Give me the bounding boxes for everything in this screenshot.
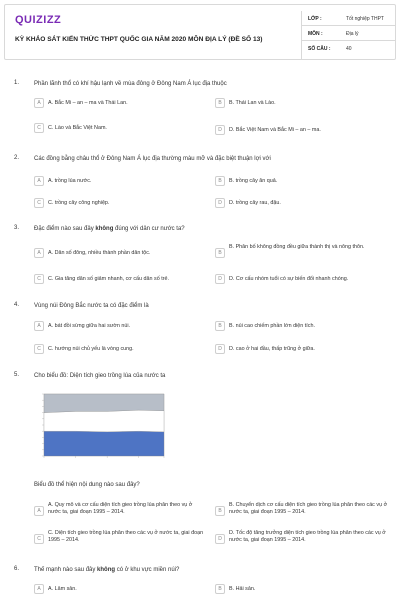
option-text: B. Hải sản. xyxy=(229,586,256,592)
info-panel xyxy=(301,11,395,59)
question-text-emphasis: không xyxy=(97,567,116,573)
q5-option-b[interactable] xyxy=(215,502,388,522)
info-key: SỐ CÂU : xyxy=(308,46,331,52)
option-text: A. Lâm sản. xyxy=(48,586,77,592)
info-row-subject xyxy=(302,26,395,41)
q5-option-a[interactable] xyxy=(34,502,204,522)
question-text-pre: Thế mạnh nào sau đây xyxy=(34,567,98,573)
option-text: D. cao ở hai đầu, thấp trũng ở giữa. xyxy=(229,346,315,352)
option-letter: D xyxy=(215,198,225,208)
q6-option-a[interactable] xyxy=(34,583,194,596)
question-number: 5. xyxy=(14,372,20,378)
option-letter: D xyxy=(215,344,225,354)
info-value: Tốt nghiệp THPT xyxy=(346,16,384,22)
option-text: C. Gia tăng dân số giảm nhanh, cơ cấu dân số trẻ. xyxy=(48,276,170,282)
q3-option-d[interactable] xyxy=(215,273,385,286)
option-text: B. trồng cây ăn quả. xyxy=(229,178,278,184)
q3-option-c[interactable] xyxy=(34,273,194,286)
option-letter: C xyxy=(34,534,44,544)
option-text: D. Bắc Việt Nam và Bắc Mi – an – ma. xyxy=(229,127,321,133)
q1-option-d[interactable] xyxy=(215,124,385,137)
question-number: 2. xyxy=(14,155,20,161)
q4-option-b[interactable] xyxy=(215,320,385,333)
info-row-class xyxy=(302,11,395,26)
option-text: A. bát đồi sừng giữa hai sườn núi. xyxy=(48,323,131,329)
exam-title: KỲ KHẢO SÁT KIẾN THỨC THPT QUỐC GIA NĂM 2020 MÔN ĐỊA LÝ (ĐỀ SỐ 13) xyxy=(15,36,263,43)
rice-area-chart xyxy=(30,388,180,470)
chart-areas xyxy=(44,394,164,456)
option-letter: B xyxy=(215,248,225,258)
option-text: B. Thái Lan và Lào. xyxy=(229,100,276,106)
option-letter: C xyxy=(34,344,44,354)
info-key: LỚP : xyxy=(308,16,322,22)
q5-option-c[interactable] xyxy=(34,530,204,550)
option-letter: B xyxy=(215,176,225,186)
quizizz-logo: QUIZIZZ xyxy=(15,14,62,26)
exam-header xyxy=(4,4,396,60)
option-text: A. Dân số đông, nhiều thành phần dân tộc. xyxy=(48,250,151,256)
option-text: B. núi cao chiếm phần lớn diện tích. xyxy=(229,323,315,329)
question-text-post: đúng với dân cư nước ta? xyxy=(113,226,185,232)
question-text-emphasis: không xyxy=(95,226,114,232)
question-number: 1. xyxy=(14,80,20,86)
option-text: A. trồng lúa nước. xyxy=(48,178,92,184)
question-text: Cho biểu đồ: Diện tích gieo trồng lúa của nước ta xyxy=(34,373,166,379)
option-text: D. Cơ cấu nhóm tuổi có sự biến đổi nhanh chóng. xyxy=(229,276,349,282)
q4-option-a[interactable] xyxy=(34,320,194,333)
option-letter: B xyxy=(215,506,225,516)
option-letter: C xyxy=(34,123,44,133)
option-letter: D xyxy=(215,534,225,544)
chart-area-series-3 xyxy=(44,394,164,413)
q3-option-a[interactable] xyxy=(34,247,194,260)
question-text: Phần lãnh thổ có khí hậu lạnh về mùa đông ở Đông Nam Á lục địa thuộc xyxy=(34,81,227,87)
option-text: C. trồng cây công nghiệp. xyxy=(48,200,110,206)
question-text-post: có ở khu vực miền núi? xyxy=(115,567,180,573)
chart-area-series-2 xyxy=(44,410,164,432)
info-value: Địa lý xyxy=(346,31,359,37)
chart-area-series-1 xyxy=(44,431,164,456)
question-number: 4. xyxy=(14,302,20,308)
q5-option-d[interactable] xyxy=(215,530,385,550)
question-text xyxy=(34,225,374,233)
option-letter: A xyxy=(34,248,44,258)
option-letter: B xyxy=(215,98,225,108)
option-text: B. Chuyển dịch cơ cấu diện tích gieo trồng lúa phân theo các vụ ở nước ta, giai đoạn 1995 – 2014. xyxy=(229,502,388,515)
q1-option-a[interactable] xyxy=(34,97,194,110)
option-letter: B xyxy=(215,584,225,594)
q1-option-b[interactable] xyxy=(215,97,385,110)
question-text-pre: Đặc điểm nào sau đây xyxy=(34,226,96,232)
question-number: 3. xyxy=(14,225,20,231)
option-text: C. hướng núi chủ yếu là vòng cung. xyxy=(48,346,134,352)
option-text: D. trồng cây rau, đậu. xyxy=(229,200,281,206)
option-letter: D xyxy=(215,125,225,135)
info-row-count xyxy=(302,41,395,56)
q3-option-b[interactable] xyxy=(215,244,385,264)
option-letter: A xyxy=(34,176,44,186)
option-text: C. Lào và Bắc Việt Nam. xyxy=(48,125,107,131)
question-number: 6. xyxy=(14,566,20,572)
q2-option-c[interactable] xyxy=(34,197,194,210)
chart-svg xyxy=(30,388,180,470)
option-letter: B xyxy=(215,321,225,331)
q1-option-c[interactable] xyxy=(34,122,194,135)
option-text: A. Quy mô và cơ cấu diện tích gieo trồng lúa phân theo vụ ở nước ta, giai đoạn 1995 – 2014. xyxy=(48,502,193,515)
info-key: MÔN : xyxy=(308,31,323,37)
question-text xyxy=(34,566,374,574)
q4-option-d[interactable] xyxy=(215,343,385,356)
q4-option-c[interactable] xyxy=(34,343,194,356)
info-value: 40 xyxy=(346,46,352,52)
q2-option-d[interactable] xyxy=(215,197,385,210)
option-letter: D xyxy=(215,274,225,284)
option-letter: A xyxy=(34,98,44,108)
option-text: B. Phân bố không đồng đều giữa thành thị và nông thôn. xyxy=(229,244,365,250)
question-5-prompt: Biểu đồ thể hiện nội dung nào sau đây? xyxy=(34,482,140,488)
question-text: Vùng núi Đông Bắc nước ta có đặc điểm là xyxy=(34,303,149,309)
q2-option-a[interactable] xyxy=(34,175,194,188)
option-letter: C xyxy=(34,198,44,208)
q2-option-b[interactable] xyxy=(215,175,385,188)
q6-option-b[interactable] xyxy=(215,583,385,596)
option-letter: A xyxy=(34,321,44,331)
option-letter: A xyxy=(34,506,44,516)
option-letter: C xyxy=(34,274,44,284)
option-letter: A xyxy=(34,584,44,594)
option-text: D. Tốc độ tăng trưởng diện tích gieo trồng lúa phân theo các vụ ở nước ta, giai đoạn 1995 – 2014. xyxy=(229,530,386,543)
option-text: C. Diện tích gieo trồng lúa phân theo các vụ ở nước ta, giai đoạn 1995 – 2014. xyxy=(48,530,204,543)
question-text: Các đồng bằng châu thổ ở Đông Nam Á lục địa thường màu mỡ và đặc biệt thuận lợi với xyxy=(34,156,271,162)
option-text: A. Bắc Mi – an – ma và Thái Lan. xyxy=(48,100,128,106)
